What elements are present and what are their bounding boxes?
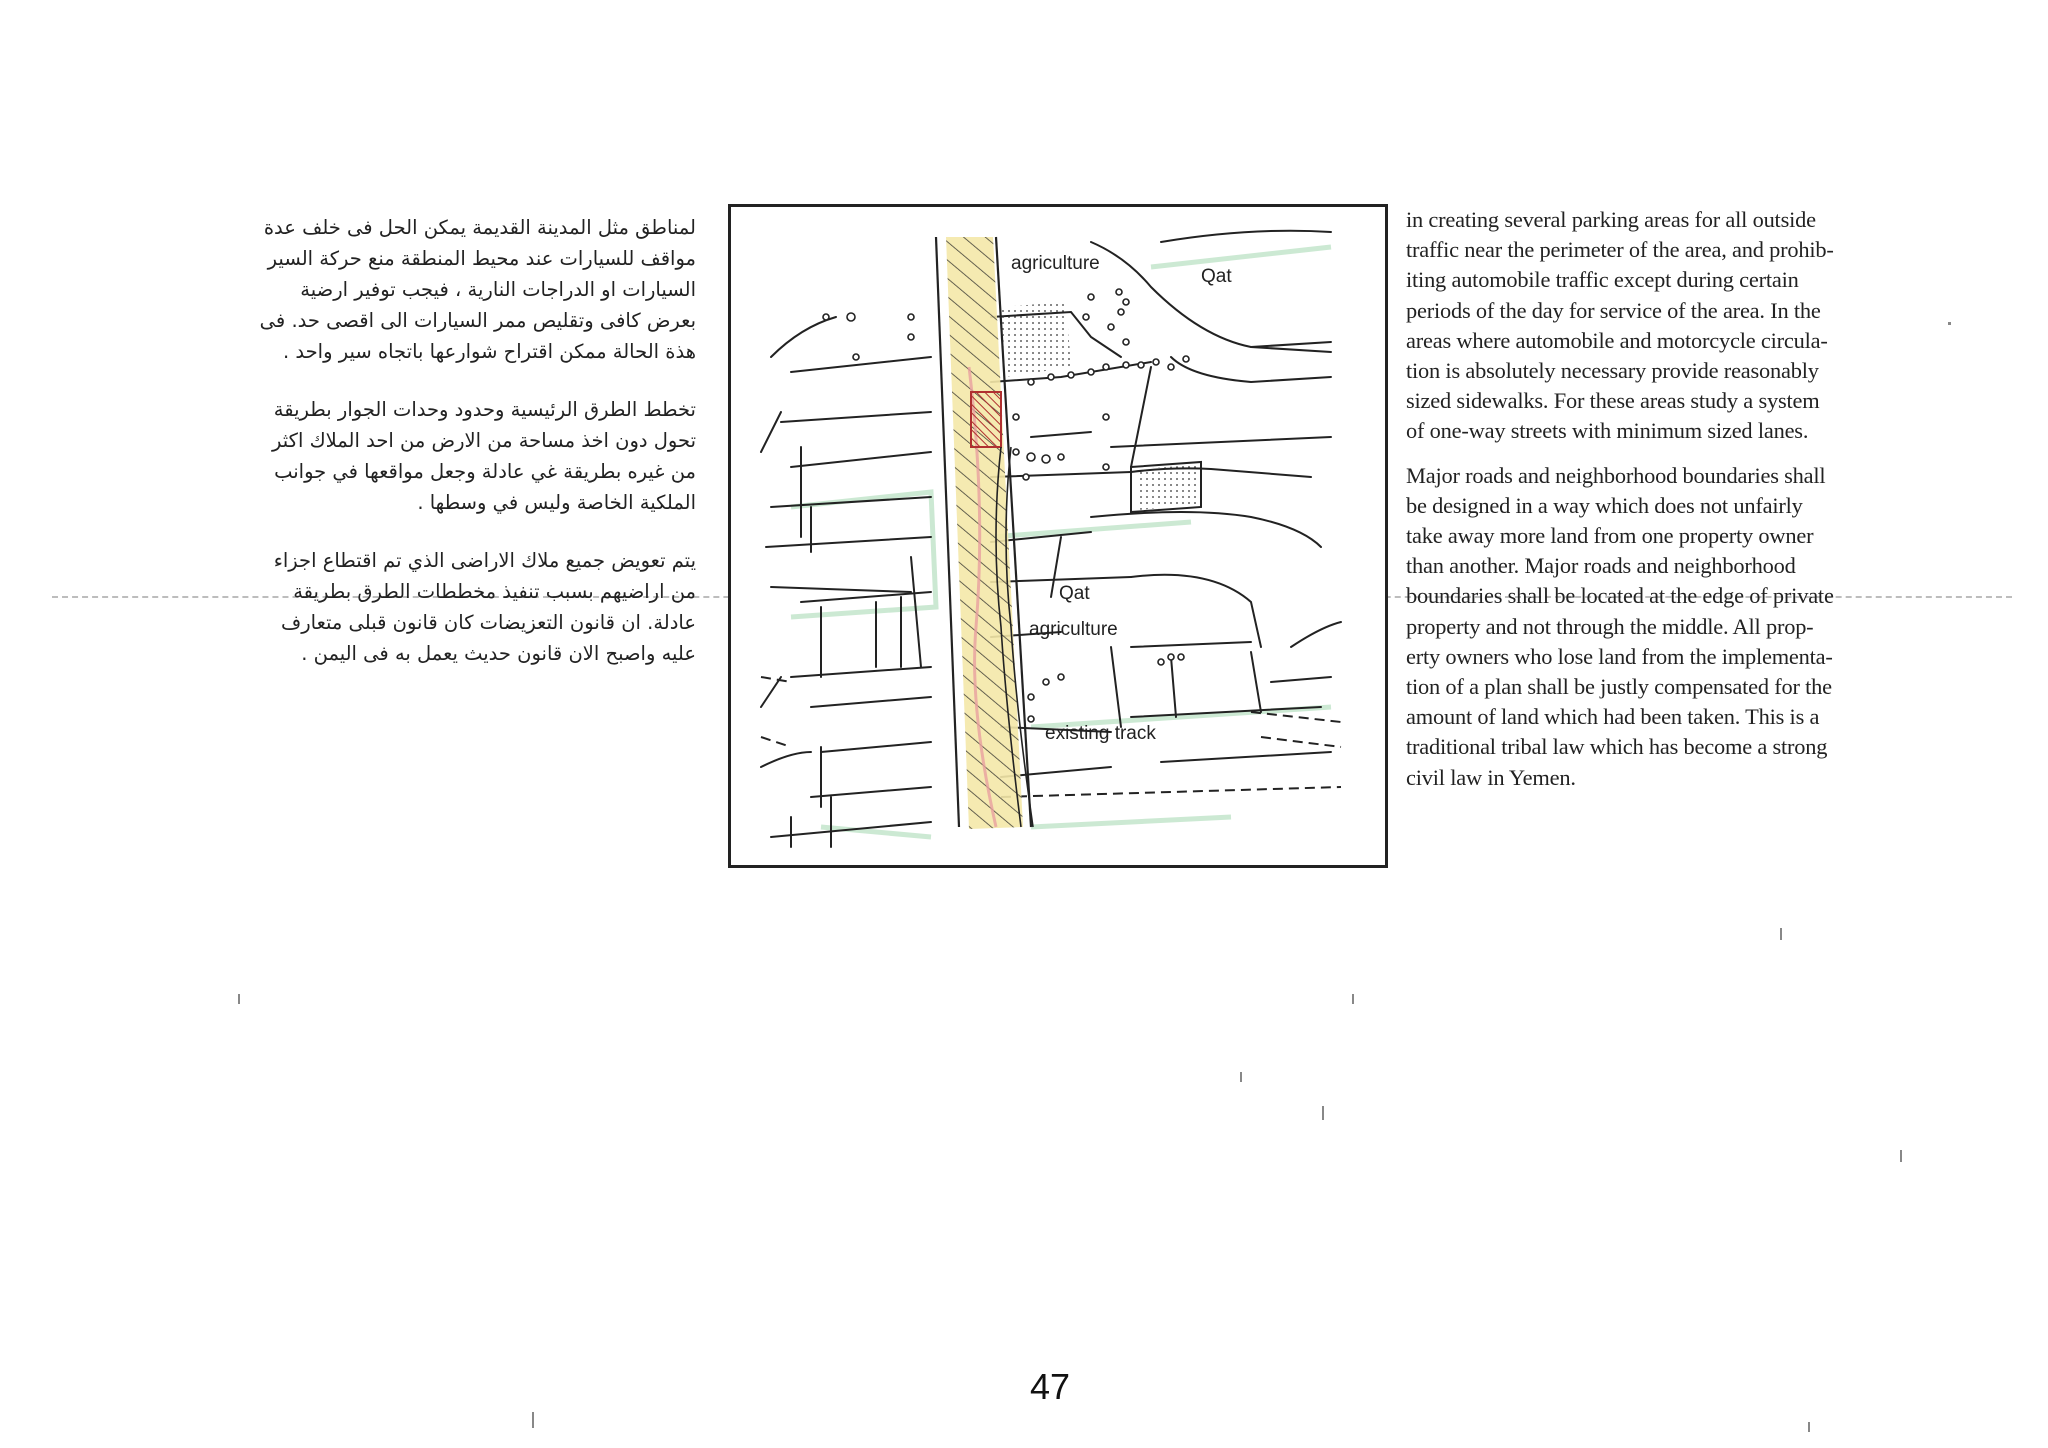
text-line: عادلة. ان قانون التعزيضات كان قانون قبلى متعارف xyxy=(281,611,696,634)
text-line: السيارات او الدراجات النارية ، فيجب توفير ارضية xyxy=(300,278,696,301)
text-line: of one-way streets with minimum sized lanes. xyxy=(1406,418,1809,444)
text-line: لمناطق مثل المدينة القديمة يمكن الحل فى خلف عدة xyxy=(263,216,696,239)
text-line: Major roads and neighborhood boundaries shall xyxy=(1406,462,1826,488)
text-line: periods of the day for service of the area. In the xyxy=(1406,297,1821,323)
text-line: civil law in Yemen. xyxy=(1406,764,1576,790)
scan-speck xyxy=(1900,1150,1902,1162)
text-line: تخطط الطرق الرئيسية وحدود وحدات الجوار بطريقة xyxy=(273,398,696,421)
text-line: tion of a plan shall be justly compensated for the xyxy=(1406,674,1832,700)
text-line: iting automobile traffic except during certain xyxy=(1406,267,1799,293)
affected-plot xyxy=(971,392,1001,447)
text-line: property and not through the middle. All prop- xyxy=(1406,613,1814,639)
text-line: amount of land which had been taken. This is a xyxy=(1406,704,1820,730)
text-line: عليه واصبح الان قانون حديث يعمل به فى اليمن . xyxy=(301,642,696,665)
text-line: be designed in a way which does not unfairly xyxy=(1406,492,1803,518)
arabic-paragraph-1 xyxy=(200,212,696,367)
text-line: يتم تعويض جميع ملاك الاراضى الذي تم اقتطاع اجزاء xyxy=(273,549,696,572)
site-plan-drawing xyxy=(731,207,1385,865)
text-line: erty owners who lose land from the implementa- xyxy=(1406,643,1833,669)
scan-speck xyxy=(238,994,240,1004)
text-line: in creating several parking areas for all outside xyxy=(1406,207,1816,232)
page-number: 47 xyxy=(1029,1366,1071,1407)
label-existing-track: existing track xyxy=(1045,723,1156,744)
scan-speck xyxy=(1240,1072,1242,1082)
label-qat-middle: Qat xyxy=(1059,583,1090,604)
text-line: مواقف للسيارات عند محيط المنطقة منع حركة السير xyxy=(267,247,696,270)
scan-speck xyxy=(1808,1422,1810,1432)
text-line: من غيره بطريقة غي عادلة وجعل مواقعها في جوانب xyxy=(274,460,696,483)
text-line: sized sidewalks. For these areas study a system xyxy=(1406,388,1820,414)
label-qat-top: Qat xyxy=(1201,266,1232,287)
arabic-paragraph-2 xyxy=(200,394,696,518)
english-paragraph-2 xyxy=(1406,461,1906,793)
arabic-paragraph-3 xyxy=(200,545,696,669)
scan-speck xyxy=(1780,928,1782,940)
english-text-column xyxy=(1406,205,1906,807)
english-paragraph-1 xyxy=(1406,205,1906,447)
text-line: من اراضيهم بسبب تنفيذ مخططات الطرق بطريقة xyxy=(293,580,696,603)
text-line: boundaries shall be located at the edge of private xyxy=(1406,583,1834,609)
text-line: traditional tribal law which has become a strong xyxy=(1406,734,1828,760)
scan-speck xyxy=(1948,322,1951,325)
text-line: than another. Major roads and neighborhood xyxy=(1406,553,1796,579)
scan-speck xyxy=(532,1412,534,1428)
text-line: تحول دون اخذ مساحة من الارض من احد الملاك اكثر xyxy=(272,429,696,452)
text-line: tion is absolutely necessary provide reasonably xyxy=(1406,358,1819,384)
site-plan-figure xyxy=(728,204,1388,868)
text-line: هذة الحالة ممكن اقتراح شوارعها باتجاه سير واحد . xyxy=(283,340,696,363)
arabic-text-column xyxy=(200,212,696,696)
stippled-plots xyxy=(1001,302,1199,510)
label-agriculture-top: agriculture xyxy=(1011,253,1100,274)
scan-speck xyxy=(1352,994,1354,1004)
text-line: traffic near the perimeter of the area, and prohib- xyxy=(1406,237,1834,263)
text-line: الملكية الخاصة وليس في وسطها . xyxy=(417,491,696,514)
label-agriculture-middle: agriculture xyxy=(1029,619,1118,640)
scan-speck xyxy=(1322,1106,1324,1120)
text-line: take away more land from one property owner xyxy=(1406,523,1814,549)
text-line: بعرض كافى وتقليص ممر السيارات الى اقصى حد. فى xyxy=(259,309,696,332)
text-line: areas where automobile and motorcycle circula- xyxy=(1406,327,1828,353)
